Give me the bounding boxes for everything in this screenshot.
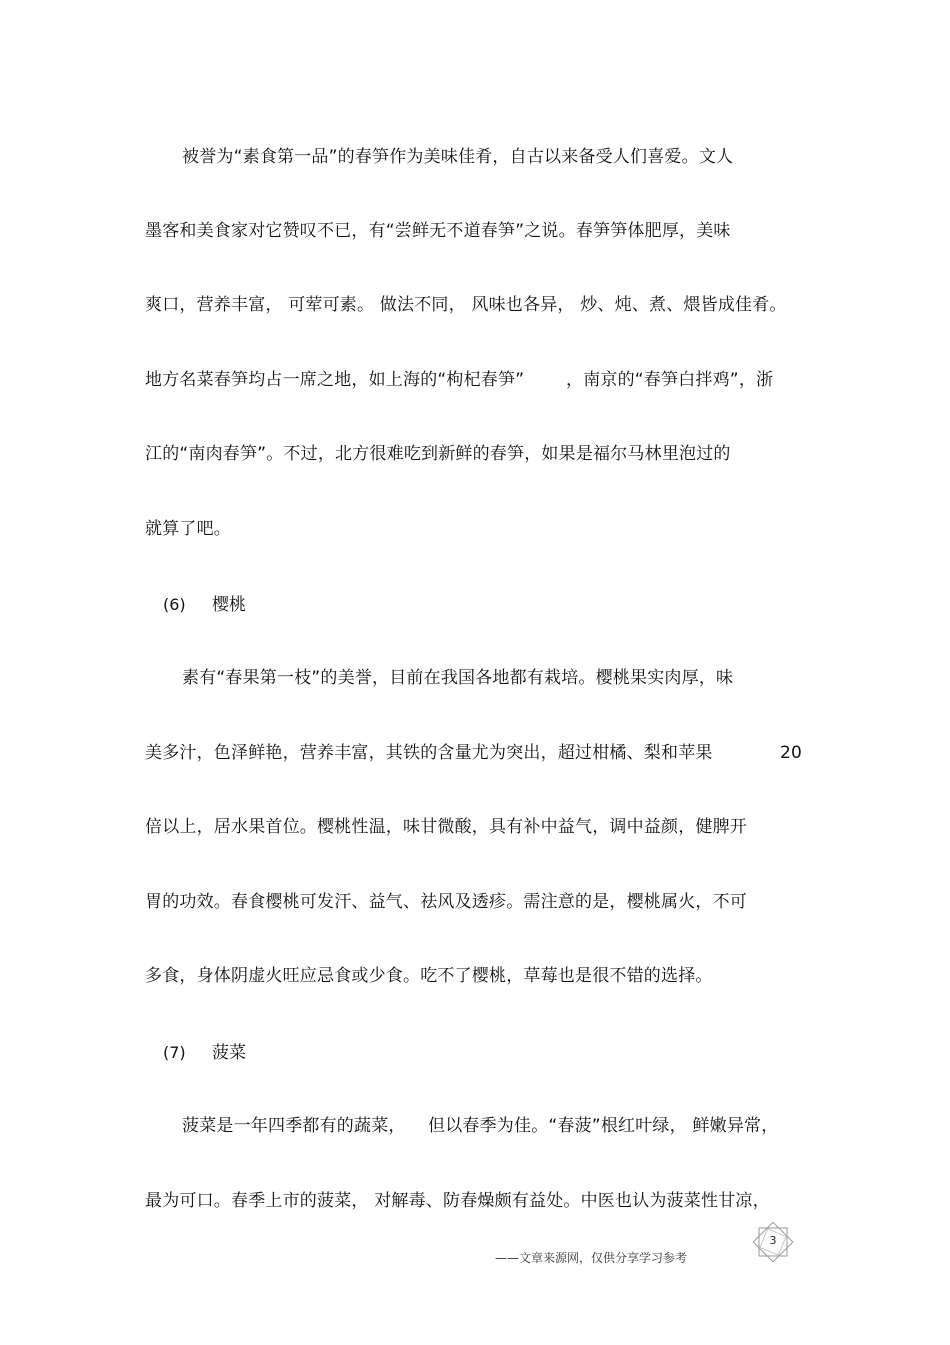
heading-number: (7): [163, 1043, 186, 1062]
heading-title: 樱桃: [212, 595, 246, 615]
page-number-badge: [750, 1222, 796, 1262]
heading-title: 菠菜: [212, 1043, 246, 1063]
page-number: 3: [769, 1234, 777, 1247]
heading-number: (6): [163, 595, 186, 614]
footer-source-note: ——文章来源网，仅供分享学习参考: [495, 1251, 688, 1265]
